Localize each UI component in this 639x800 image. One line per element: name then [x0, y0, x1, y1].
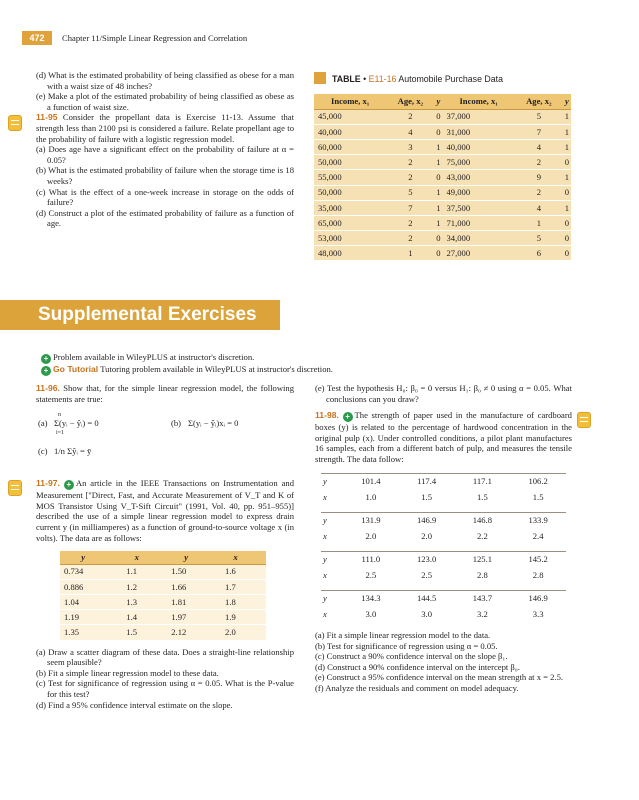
table-cell: 0	[563, 155, 571, 170]
left-top-column	[36, 70, 294, 229]
ex98-part-b: (b) Test for significance of regression using α = 0.05.	[315, 640, 498, 651]
table-cell: 1	[434, 139, 442, 154]
row-label: x	[323, 491, 327, 502]
table-cell: 1.5	[106, 625, 167, 640]
table-cell: 3	[386, 139, 434, 154]
ex98-part-f: (f) Analyze the residuals and comment on model adequacy.	[315, 683, 519, 694]
table-cell: 71,000	[442, 215, 514, 230]
table-cell: 143.7	[455, 590, 511, 606]
table-cell: 0.734	[60, 564, 106, 579]
table-cell: 2.5	[421, 569, 432, 580]
table-cell: 123.0	[399, 551, 455, 567]
table-row	[321, 512, 566, 528]
table-cell: 1.81	[167, 595, 205, 610]
ex95-part-b: (b) What is the estimated probability of failure when the storage time is 18 weeks?	[36, 165, 294, 186]
table-cell: 117.1	[455, 473, 511, 489]
table-cell: 1.35	[60, 625, 106, 640]
table-cell: 117.4	[399, 473, 455, 489]
table-cell: 133.9	[510, 512, 566, 528]
table-cell: 1.0	[365, 491, 377, 502]
table-title: TABLE • E11-16 Automobile Purchase Data	[314, 72, 503, 85]
table-cell: 2	[386, 231, 434, 246]
ex95-part-d: (d) Construct a plot of the estimated probability of failure as a function of age.	[36, 207, 294, 229]
table-cell: 2	[386, 155, 434, 170]
table-row	[314, 139, 571, 154]
lower-left-column	[36, 383, 294, 710]
drain-current-table	[60, 551, 266, 640]
row-label: y	[321, 473, 343, 489]
ex97-part-e: (e) Test the hypothesis H₀: β₀ = 0 versus H₁: β₀ ≠ 0 using α = 0.05. What conclusions can you draw?	[315, 383, 572, 404]
item-e-waist: (e) Make a plot of the estimated probability of being classified as obese as a function of waist size.	[36, 91, 294, 112]
table-cell: 2.4	[532, 530, 544, 541]
table-cell: 1.3	[106, 595, 167, 610]
table-cell: 0	[563, 215, 571, 230]
table-cell: 48,000	[314, 246, 386, 261]
col-header: y	[167, 551, 205, 564]
table-row	[314, 215, 571, 230]
table-row	[314, 170, 571, 185]
table-cell: 75,000	[442, 155, 514, 170]
table-cell: 145.2	[510, 551, 566, 567]
exercise-11-97	[36, 478, 294, 543]
table-row	[314, 124, 571, 139]
table-row	[321, 489, 566, 505]
formula-b: Σ(yᵢ − ŷᵢ)xᵢ = 0	[188, 418, 239, 429]
table-cell: 37,500	[442, 200, 514, 215]
table-cell: 0.886	[60, 579, 106, 594]
table-cell: 146.8	[455, 512, 511, 528]
table-cell: 1	[386, 246, 434, 261]
table-cell: 1	[434, 200, 442, 215]
table-row	[60, 564, 266, 579]
table-cell: 4	[515, 200, 563, 215]
table-row	[314, 246, 571, 261]
row-label: y	[321, 590, 343, 606]
row-label: y	[321, 512, 343, 528]
go-tutorial-label: Go Tutorial	[53, 364, 99, 374]
bookmark-icon	[577, 412, 591, 428]
table-cell: 1.19	[60, 610, 106, 625]
table-cell: 3.0	[421, 608, 432, 619]
table-cell: 0	[434, 124, 442, 139]
table-cell: 144.5	[399, 590, 455, 606]
table-cell: 1.5	[421, 491, 432, 502]
table-cell: 134.3	[343, 590, 399, 606]
page-number: 472	[22, 31, 52, 45]
table-cell: 1	[563, 139, 571, 154]
table-cell: 2.8	[477, 569, 488, 580]
exercise-number: 11-96.	[36, 383, 60, 393]
table-cell: 3.3	[532, 608, 544, 619]
table-cell: 9	[515, 170, 563, 185]
table-cell: 2.8	[532, 569, 544, 580]
ex98-part-d: (d) Construct a 90% confidence interval on the intercept β₀.	[315, 661, 520, 672]
table-cell: 1.6	[205, 564, 266, 579]
table-cell: 3.0	[365, 608, 377, 619]
automobile-purchase-table	[314, 94, 571, 261]
table-cell: 1	[563, 200, 571, 215]
table-cell: 2.0	[205, 625, 266, 640]
table-cell: 6	[515, 246, 563, 261]
formula-c: 1/n Σŷᵢ = ȳ	[54, 446, 92, 457]
ex97-part-d: (d) Find a 95% confidence interval estimate on the slope.	[36, 699, 233, 710]
table-cell: 1.2	[106, 579, 167, 594]
table-row	[314, 109, 571, 124]
table-cell: 45,000	[314, 109, 386, 124]
table-cell: 1.8	[205, 595, 266, 610]
table-cell: 2.2	[477, 530, 488, 541]
table-cell: 146.9	[510, 590, 566, 606]
table-cell: 27,000	[442, 246, 514, 261]
col-header: x	[205, 551, 266, 564]
table-row	[60, 625, 266, 640]
exercise-number: 11-97.	[36, 478, 60, 489]
row-label: x	[323, 530, 327, 541]
table-cell: 5	[515, 109, 563, 124]
ex95-part-c: (c) What is the effect of a one-week increase in storage on the odds of failure?	[36, 186, 294, 208]
exercise-text: Consider the propellant data is Exercise 11-13. Assume that strength less than 2100 psi is considered a failure. Relate propellant age to the probability of failure with a logistic regression model.	[36, 112, 294, 144]
table-cell: 50,000	[314, 155, 386, 170]
table-cell: 4	[515, 139, 563, 154]
col-header: Age, x₂	[515, 94, 563, 109]
paper-strength-table	[321, 473, 566, 623]
table-cell: 5	[386, 185, 434, 200]
table-row	[60, 595, 266, 610]
table-cell: 1	[434, 155, 442, 170]
col-header: x	[106, 551, 167, 564]
table-cell: 2.0	[421, 530, 432, 541]
table-row	[60, 610, 266, 625]
lower-right-column	[315, 383, 572, 694]
table-cell: 1.9	[205, 610, 266, 625]
table-cell: 4	[386, 124, 434, 139]
table-row	[60, 579, 266, 594]
table-row	[321, 590, 566, 606]
table-cell: 55,000	[314, 170, 386, 185]
chapter-title: Chapter 11/Simple Linear Regression and Correlation	[62, 33, 248, 43]
ex97-part-c: (c) Test for significance of regression using α = 0.05. What is the P-value for this test?	[36, 678, 294, 699]
table-cell: 1.1	[106, 564, 167, 579]
supplemental-exercises-banner: Supplemental Exercises	[0, 300, 280, 330]
plus-icon: +	[64, 480, 74, 490]
bookmark-icon	[8, 480, 22, 496]
ex98-part-a: (a) Fit a simple linear regression model to the data.	[315, 630, 491, 641]
table-cell: 7	[515, 124, 563, 139]
plus-icon: +	[41, 354, 51, 364]
row-label: x	[323, 569, 327, 580]
table-cell: 1.5	[532, 491, 544, 502]
table-cell: 1	[563, 109, 571, 124]
table-cell: 50,000	[314, 185, 386, 200]
exercise-text: Show that, for the simple linear regression model, the following statements are true:	[36, 383, 295, 404]
table-cell: 131.9	[343, 512, 399, 528]
col-header: y	[434, 94, 442, 109]
table-cell: 125.1	[455, 551, 511, 567]
table-cell: 2	[386, 170, 434, 185]
table-cell: 40,000	[314, 124, 386, 139]
exercise-11-98	[315, 410, 572, 464]
table-cell: 40,000	[442, 139, 514, 154]
table-cell: 1	[434, 215, 442, 230]
table-row	[314, 155, 571, 170]
table-cell: 1	[434, 185, 442, 200]
table-cell: 1.97	[167, 610, 205, 625]
sum-lower: i=1	[56, 430, 65, 437]
ex96-formulas	[36, 406, 294, 464]
table-cell: 35,000	[314, 200, 386, 215]
formula-label: (c)	[38, 446, 48, 457]
exercise-number: 11-98.	[315, 410, 339, 421]
table-cell: 111.0	[343, 551, 399, 567]
table-cell: 0	[434, 170, 442, 185]
col-header: Income, x₁	[442, 94, 514, 109]
table-row	[321, 473, 566, 489]
table-cell: 3.2	[477, 608, 488, 619]
table-cell: 2.12	[167, 625, 205, 640]
exercise-number: 11-95	[36, 112, 58, 123]
table-cell: 1.5	[477, 491, 488, 502]
ex98-part-e: (e) Construct a 95% confidence interval on the mean strength at x = 2.5.	[315, 672, 564, 683]
table-cell: 1	[563, 170, 571, 185]
col-header: Income, x₁	[314, 94, 386, 109]
sum-upper: n	[58, 412, 61, 419]
table-cell: 0	[434, 231, 442, 246]
legend-line-1: Problem available in WileyPLUS at instructor's discretion.	[53, 352, 255, 362]
ex98-parts	[315, 630, 572, 694]
legend	[41, 352, 341, 376]
table-cell: 1.66	[167, 579, 205, 594]
plus-icon: +	[343, 412, 353, 422]
table-row	[314, 231, 571, 246]
table-cell: 0	[434, 246, 442, 261]
table-cell: 37,000	[442, 109, 514, 124]
table-cell: 1	[515, 215, 563, 230]
table-cell: 2.0	[365, 530, 377, 541]
table-cell: 2	[386, 109, 434, 124]
table-cell: 2	[515, 155, 563, 170]
table-cell: 53,000	[314, 231, 386, 246]
table-cell: 5	[515, 231, 563, 246]
table-cell: 0	[434, 109, 442, 124]
ex98-part-c: (c) Construct a 90% confidence interval on the slope β₁.	[315, 651, 508, 662]
table-cell: 49,000	[442, 185, 514, 200]
table-row	[321, 551, 566, 567]
formula-a: Σ(yᵢ − ŷᵢ) = 0	[54, 418, 99, 429]
exercise-text: The strength of paper used in the manufacture of cardboard boxes (y) is related to the percentage of hardwood concentration in the original pulp (x). Under controlled conditions, a pilot plant manufactures 16 samples, each from a different batch of pulp, and measures the tensile strength. The data follow:	[315, 410, 572, 464]
ex97-part-a: (a) Draw a scatter diagram of these data. Does a straight-line relationship seem plausible?	[36, 646, 294, 668]
col-header: y	[60, 551, 106, 564]
table-cell: 2	[386, 215, 434, 230]
table-cell: 34,000	[442, 231, 514, 246]
col-header: y	[563, 94, 571, 109]
table-cell: 1	[563, 124, 571, 139]
plus-icon: +	[41, 366, 51, 376]
table-cell: 2.5	[365, 569, 377, 580]
legend-line-2: Tutoring problem available in WileyPLUS at instructor's discretion.	[100, 364, 333, 374]
bookmark-icon	[8, 115, 22, 131]
table-cell: 0	[563, 231, 571, 246]
table-cell: 7	[386, 200, 434, 215]
row-label: y	[321, 551, 343, 567]
table-cell: 101.4	[343, 473, 399, 489]
ex97-part-b: (b) Fit a simple linear regression model to these data.	[36, 667, 219, 678]
square-icon	[314, 72, 326, 84]
ex95-part-a: (a) Does age have a significant effect on the probability of failure at α = 0.05?	[36, 144, 294, 165]
table-row	[321, 567, 566, 583]
table-cell: 1.7	[205, 579, 266, 594]
table-cell: 60,000	[314, 139, 386, 154]
formula-label: (b)	[171, 418, 182, 429]
table-cell: 0	[563, 246, 571, 261]
table-cell: 31,000	[442, 124, 514, 139]
table-cell: 1.04	[60, 595, 106, 610]
exercise-11-95	[36, 112, 294, 144]
table-cell: 0	[563, 185, 571, 200]
item-d-waist: (d) What is the estimated probability of being classified as obese for a man with a waist size of 48 inches?	[36, 70, 294, 91]
table-cell: 1.4	[106, 610, 167, 625]
table-cell: 2	[515, 185, 563, 200]
table-cell: 43,000	[442, 170, 514, 185]
table-row	[321, 606, 566, 622]
table-cell: 146.9	[399, 512, 455, 528]
table-cell: 106.2	[510, 473, 566, 489]
row-label: x	[323, 608, 327, 619]
table-cell: 1.50	[167, 564, 205, 579]
table-row	[314, 200, 571, 215]
col-header: Age, x₂	[386, 94, 434, 109]
table-row	[321, 528, 566, 544]
table-cell: 65,000	[314, 215, 386, 230]
exercise-text: An article in the IEEE Transactions on Instrumentation and Measurement ["Direct, Fast, and Accurate Measurement of V_T and K of MOS Transistor Using V_T-Sift Circuit" (1991, Vol. 40, pp. 951–955)] described the use of a simple linear regression model to express drain current y (in milliamperes) as a function of ground-to-source voltage x (in volts). The data are as follows:	[36, 478, 294, 543]
table-row	[314, 185, 571, 200]
formula-label: (a)	[38, 418, 48, 429]
